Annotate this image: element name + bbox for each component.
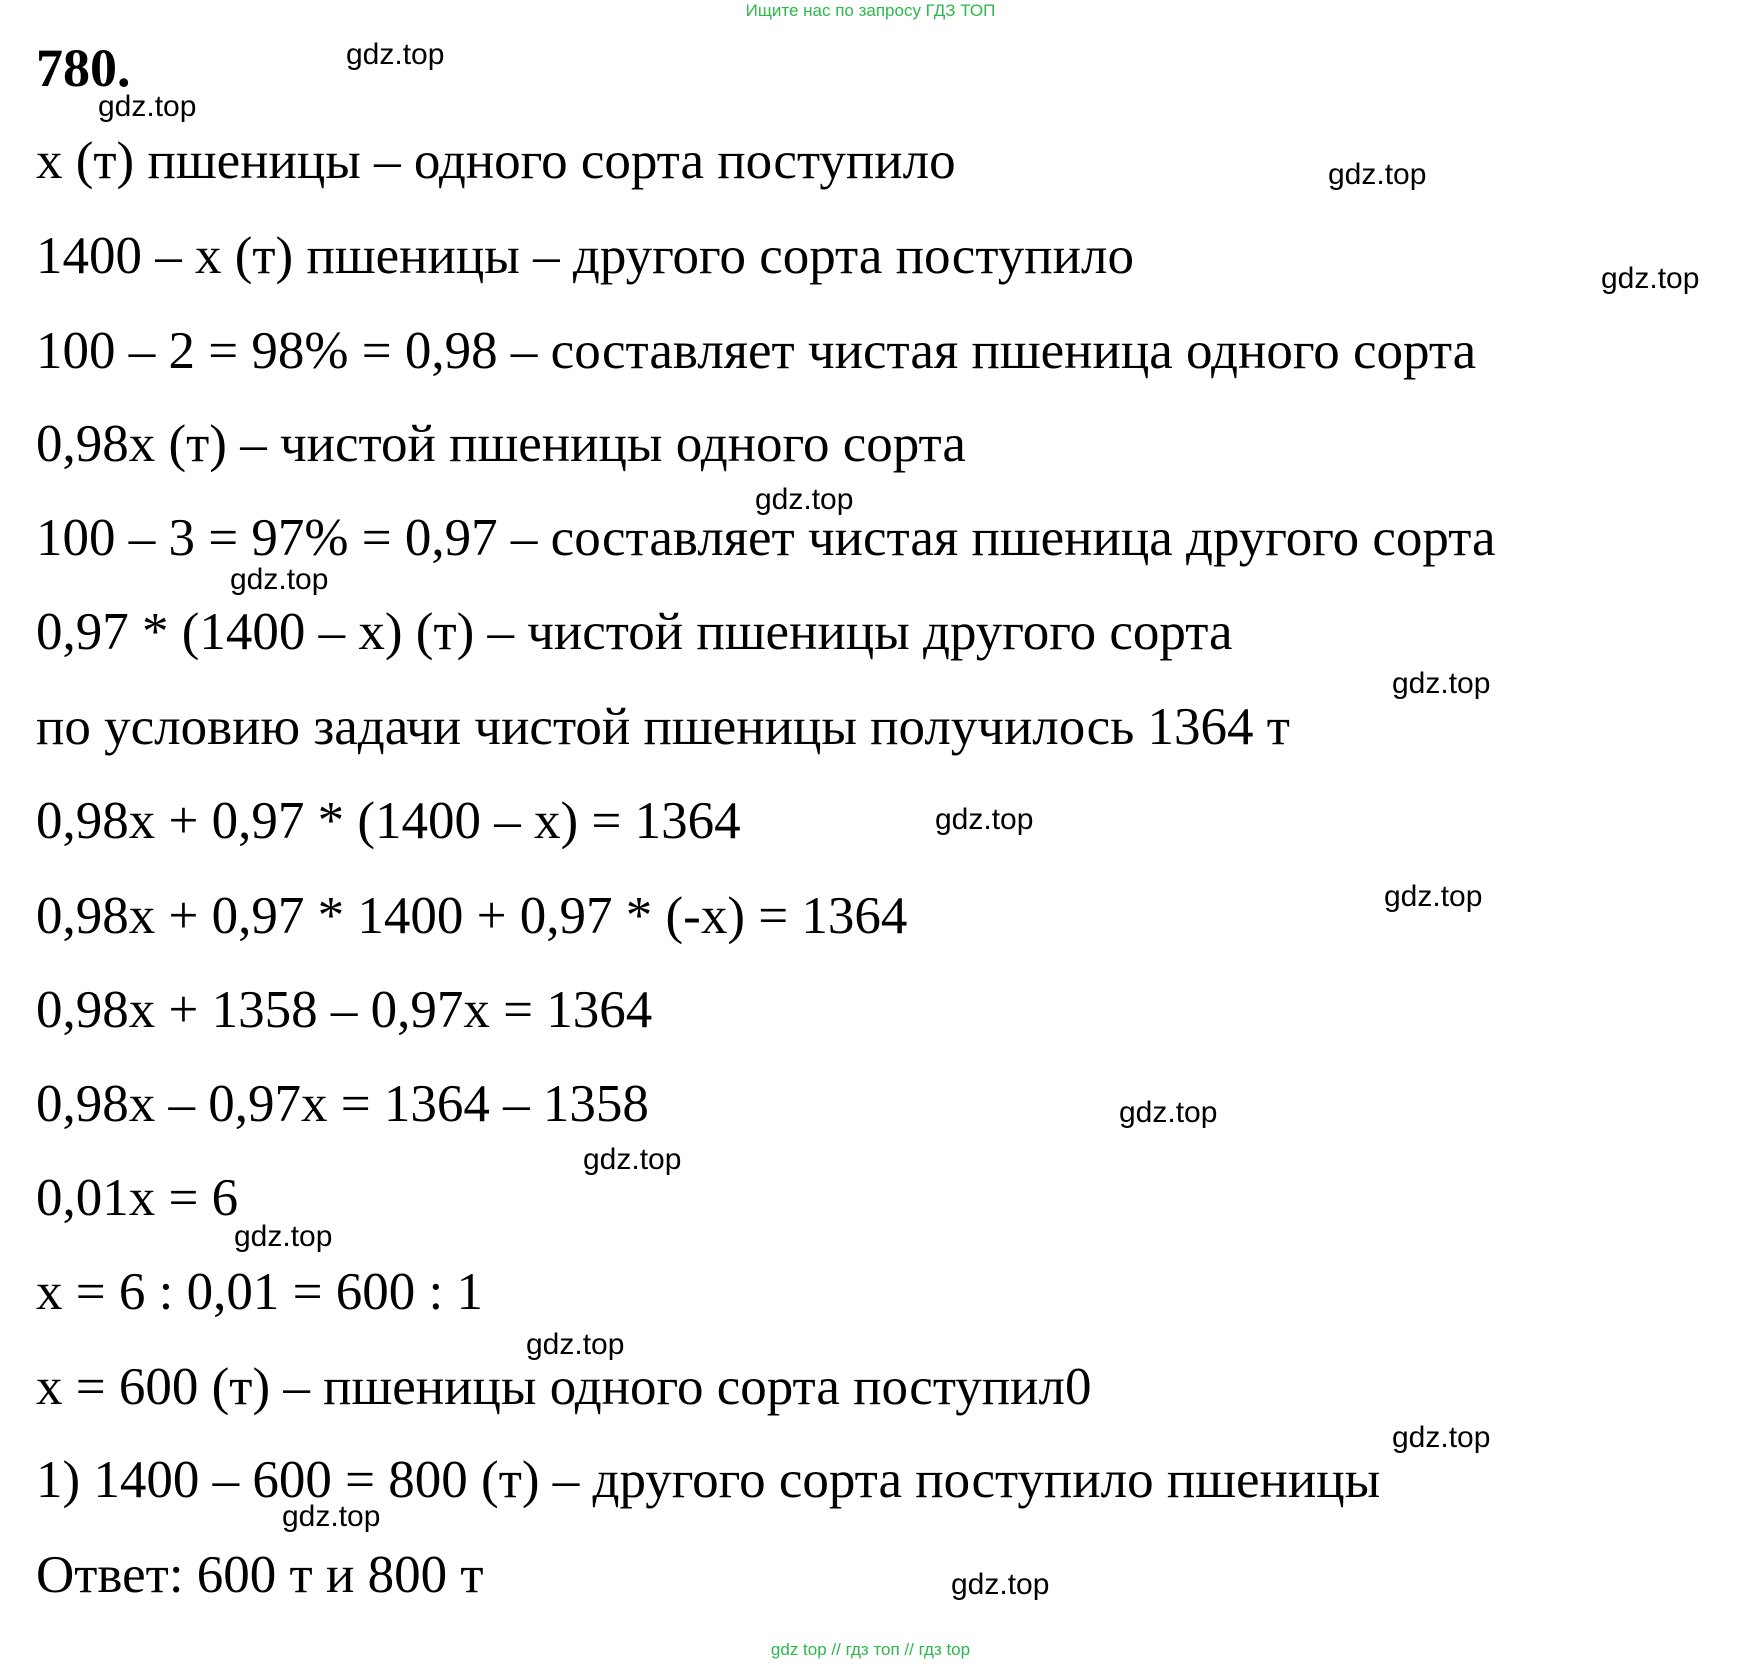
solution-line: х = 6 : 0,01 = 600 : 1 <box>36 1263 483 1321</box>
solution-line: 1) 1400 – 600 = 800 (т) – другого сорта поступило пшеницы <box>36 1451 1381 1509</box>
watermark: gdz.top <box>935 803 1034 836</box>
solution-line: 100 – 3 = 97% = 0,97 – составляет чистая пшеница другого сорта <box>36 509 1496 567</box>
watermark: gdz.top <box>1328 158 1427 191</box>
solution-line: 100 – 2 = 98% = 0,98 – составляет чистая пшеница одного сорта <box>36 322 1477 380</box>
watermark: gdz.top <box>1392 1421 1491 1454</box>
watermark: gdz.top <box>951 1568 1050 1601</box>
watermark: gdz.top <box>526 1328 625 1361</box>
watermark: gdz.top <box>1384 880 1483 913</box>
watermark: gdz.top <box>282 1500 381 1533</box>
solution-line: по условию задачи чистой пшеницы получилось 1364 т <box>36 698 1290 756</box>
solution-line: 0,98х + 0,97 * (1400 – х) = 1364 <box>36 792 741 850</box>
watermark: gdz.top <box>346 38 445 71</box>
watermark: gdz.top <box>583 1143 682 1176</box>
watermark: gdz.top <box>1601 262 1700 295</box>
solution-line: 0,98х – 0,97х = 1364 – 1358 <box>36 1075 649 1133</box>
watermark: gdz.top <box>230 563 329 596</box>
watermark: gdz.top <box>98 90 197 123</box>
footer: gdz top // гдз топ // гдз top <box>770 1640 971 1659</box>
problem-number: 780. <box>36 38 131 98</box>
watermark: gdz.top <box>755 483 854 516</box>
solution-line: 0,01х = 6 <box>36 1169 239 1227</box>
watermark: gdz.top <box>234 1220 333 1253</box>
top-banner: Ищите нас по запросу ГДЗ ТОП <box>745 1 996 20</box>
answer-line: Ответ: 600 т и 800 т <box>36 1546 484 1604</box>
watermark: gdz.top <box>1119 1096 1218 1129</box>
solution-line: 0,98х + 1358 – 0,97х = 1364 <box>36 981 653 1039</box>
solution-line: 0,98х + 0,97 * 1400 + 0,97 * (-х) = 1364 <box>36 887 908 945</box>
solution-line: х (т) пшеницы – одного сорта поступило <box>36 132 956 190</box>
solution-line: 0,98х (т) – чистой пшеницы одного сорта <box>36 415 966 473</box>
solution-line: 0,97 * (1400 – х) (т) – чистой пшеницы другого сорта <box>36 603 1233 661</box>
watermark: gdz.top <box>1392 667 1491 700</box>
solution-line: 1400 – х (т) пшеницы – другого сорта поступило <box>36 227 1134 285</box>
solution-line: х = 600 (т) – пшеницы одного сорта поступил0 <box>36 1358 1092 1416</box>
